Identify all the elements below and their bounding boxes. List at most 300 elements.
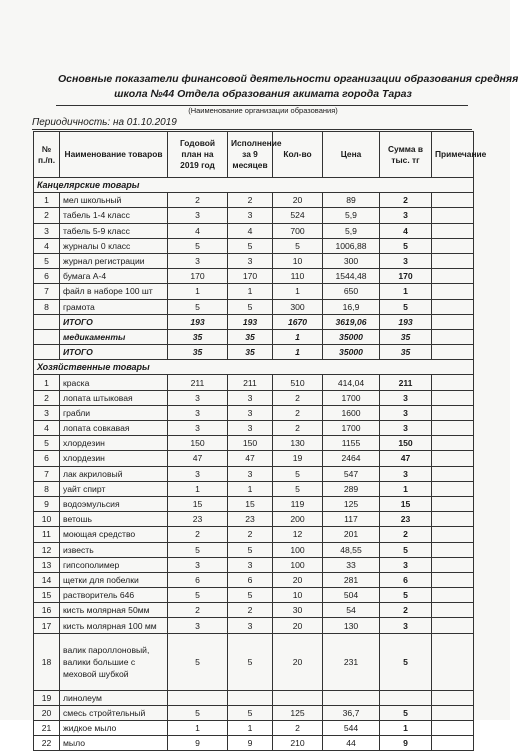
row-item-name: табель 5-9 класс xyxy=(60,223,168,238)
row-execution: 3 xyxy=(228,253,273,268)
row-sum: 2 xyxy=(380,603,432,618)
row-sum: 150 xyxy=(380,436,432,451)
section-row-household xyxy=(34,360,474,375)
row-plan: 5 xyxy=(168,238,228,253)
row-number: 3 xyxy=(34,223,60,238)
row-note xyxy=(432,527,474,542)
row-item-name: хлордезин xyxy=(60,436,168,451)
row-item-name: щетки для побелки xyxy=(60,572,168,587)
row-sum xyxy=(380,690,432,705)
row-quantity xyxy=(273,690,323,705)
row-price: 5,9 xyxy=(323,223,380,238)
total-note xyxy=(432,314,474,329)
table-row xyxy=(34,269,474,284)
row-note xyxy=(432,705,474,720)
row-sum: 15 xyxy=(380,496,432,511)
row-execution: 3 xyxy=(228,618,273,633)
row-sum: 5 xyxy=(380,542,432,557)
total-label: ИТОГО xyxy=(60,345,168,360)
row-quantity: 19 xyxy=(273,451,323,466)
total-execution: 193 xyxy=(228,314,273,329)
total-execution: 35 xyxy=(228,345,273,360)
period-divider xyxy=(32,129,472,130)
row-execution: 170 xyxy=(228,269,273,284)
row-plan: 1 xyxy=(168,721,228,736)
row-item-name: табель 1-4 класс xyxy=(60,208,168,223)
row-quantity: 10 xyxy=(273,253,323,268)
row-plan: 5 xyxy=(168,705,228,720)
row-price: 547 xyxy=(323,466,380,481)
row-sum: 23 xyxy=(380,512,432,527)
row-number: 8 xyxy=(34,299,60,314)
row-item-name: файл в наборе 100 шт xyxy=(60,284,168,299)
row-quantity: 1 xyxy=(273,284,323,299)
table-row xyxy=(34,466,474,481)
total-sum: 193 xyxy=(380,314,432,329)
row-execution: 3 xyxy=(228,208,273,223)
table-row xyxy=(34,390,474,405)
row-price: 1700 xyxy=(323,421,380,436)
row-quantity: 20 xyxy=(273,618,323,633)
table-row xyxy=(34,375,474,390)
row-sum: 1 xyxy=(380,721,432,736)
section-title: Хозяйственные товары xyxy=(34,360,474,375)
total-number-cell xyxy=(34,314,60,329)
row-quantity: 125 xyxy=(273,705,323,720)
row-item-name: линолеум xyxy=(60,690,168,705)
row-item-name: хлордезин xyxy=(60,451,168,466)
row-plan xyxy=(168,690,228,705)
row-execution: 1 xyxy=(228,721,273,736)
row-sum: 5 xyxy=(380,299,432,314)
row-execution: 2 xyxy=(228,527,273,542)
total-row xyxy=(34,345,474,360)
row-item-name: лак акриловый xyxy=(60,466,168,481)
row-quantity: 2 xyxy=(273,721,323,736)
row-quantity: 12 xyxy=(273,527,323,542)
row-note xyxy=(432,512,474,527)
row-price: 281 xyxy=(323,572,380,587)
total-execution: 35 xyxy=(228,329,273,344)
table-row xyxy=(34,253,474,268)
row-note xyxy=(432,618,474,633)
row-note xyxy=(432,193,474,208)
row-quantity: 110 xyxy=(273,269,323,284)
row-plan: 9 xyxy=(168,736,228,751)
row-sum: 4 xyxy=(380,223,432,238)
total-plan: 193 xyxy=(168,314,228,329)
title-line-1: Основные показатели финансовой деятельности организации образования средняя xyxy=(58,73,518,85)
row-number: 3 xyxy=(34,405,60,420)
total-note xyxy=(432,345,474,360)
row-quantity: 5 xyxy=(273,238,323,253)
total-plan: 35 xyxy=(168,329,228,344)
row-sum: 6 xyxy=(380,572,432,587)
col-header-name: Наименование товаров xyxy=(60,132,168,178)
total-note xyxy=(432,329,474,344)
total-sum: 35 xyxy=(380,345,432,360)
row-number: 10 xyxy=(34,512,60,527)
row-number: 20 xyxy=(34,705,60,720)
row-item-name: журнал регистрации xyxy=(60,253,168,268)
row-plan: 211 xyxy=(168,375,228,390)
row-plan: 3 xyxy=(168,466,228,481)
table-row xyxy=(34,588,474,603)
row-execution: 23 xyxy=(228,512,273,527)
row-quantity: 200 xyxy=(273,512,323,527)
row-price: 48,55 xyxy=(323,542,380,557)
table-header-row xyxy=(34,132,474,178)
table-row xyxy=(34,618,474,633)
row-note xyxy=(432,390,474,405)
row-number: 4 xyxy=(34,238,60,253)
row-price: 89 xyxy=(323,193,380,208)
row-quantity: 2 xyxy=(273,390,323,405)
row-number: 13 xyxy=(34,557,60,572)
row-quantity: 20 xyxy=(273,633,323,690)
total-label: медикаменты xyxy=(60,329,168,344)
row-execution: 5 xyxy=(228,633,273,690)
row-sum: 1 xyxy=(380,284,432,299)
row-plan: 3 xyxy=(168,208,228,223)
table-row xyxy=(34,557,474,572)
row-plan: 3 xyxy=(168,618,228,633)
row-item-name: смесь стройтельный xyxy=(60,705,168,720)
row-number: 8 xyxy=(34,481,60,496)
row-execution: 3 xyxy=(228,421,273,436)
row-number: 6 xyxy=(34,269,60,284)
row-sum: 3 xyxy=(380,421,432,436)
row-note xyxy=(432,223,474,238)
total-price: 35000 xyxy=(323,329,380,344)
row-price: 1006,88 xyxy=(323,238,380,253)
row-price: 16,9 xyxy=(323,299,380,314)
row-item-name: бумага А-4 xyxy=(60,269,168,284)
total-number-cell xyxy=(34,345,60,360)
row-quantity: 119 xyxy=(273,496,323,511)
table-row xyxy=(34,572,474,587)
row-quantity: 100 xyxy=(273,557,323,572)
row-execution: 2 xyxy=(228,193,273,208)
row-note xyxy=(432,238,474,253)
table-row xyxy=(34,238,474,253)
row-note xyxy=(432,496,474,511)
row-price: 231 xyxy=(323,633,380,690)
row-price xyxy=(323,690,380,705)
row-number: 17 xyxy=(34,618,60,633)
table-row xyxy=(34,496,474,511)
row-note xyxy=(432,542,474,557)
row-note xyxy=(432,633,474,690)
financial-table xyxy=(33,131,487,751)
row-execution: 5 xyxy=(228,588,273,603)
row-price: 544 xyxy=(323,721,380,736)
row-execution: 1 xyxy=(228,481,273,496)
row-sum: 3 xyxy=(380,466,432,481)
row-quantity: 2 xyxy=(273,421,323,436)
row-number: 16 xyxy=(34,603,60,618)
row-item-name: ветошь xyxy=(60,512,168,527)
row-note xyxy=(432,721,474,736)
row-sum: 3 xyxy=(380,253,432,268)
row-sum: 3 xyxy=(380,618,432,633)
row-plan: 3 xyxy=(168,557,228,572)
table-row xyxy=(34,527,474,542)
row-price: 33 xyxy=(323,557,380,572)
document-title xyxy=(58,72,518,102)
row-quantity: 2 xyxy=(273,405,323,420)
total-price: 35000 xyxy=(323,345,380,360)
row-execution: 3 xyxy=(228,466,273,481)
table-row xyxy=(34,542,474,557)
row-note xyxy=(432,690,474,705)
row-number: 21 xyxy=(34,721,60,736)
table-row xyxy=(34,436,474,451)
row-execution: 2 xyxy=(228,603,273,618)
row-plan: 5 xyxy=(168,542,228,557)
row-number: 18 xyxy=(34,633,60,690)
row-plan: 6 xyxy=(168,572,228,587)
row-price: 1700 xyxy=(323,390,380,405)
row-number: 22 xyxy=(34,736,60,751)
row-note xyxy=(432,375,474,390)
row-number: 19 xyxy=(34,690,60,705)
col-header-plan: Годовой план на 2019 год xyxy=(168,132,228,178)
table-row xyxy=(34,451,474,466)
row-price: 1544,48 xyxy=(323,269,380,284)
row-plan: 170 xyxy=(168,269,228,284)
row-sum: 5 xyxy=(380,238,432,253)
row-quantity: 700 xyxy=(273,223,323,238)
table-row xyxy=(34,512,474,527)
row-note xyxy=(432,466,474,481)
row-execution: 5 xyxy=(228,299,273,314)
row-price: 44 xyxy=(323,736,380,751)
row-execution: 150 xyxy=(228,436,273,451)
row-sum: 2 xyxy=(380,527,432,542)
table-row xyxy=(34,633,474,690)
row-execution: 1 xyxy=(228,284,273,299)
col-header-price: Цена xyxy=(323,132,380,178)
total-plan: 35 xyxy=(168,345,228,360)
row-execution: 5 xyxy=(228,238,273,253)
row-sum: 5 xyxy=(380,705,432,720)
row-item-name: валик пароллоновый, валики большие с меховой шубкой xyxy=(60,633,168,690)
row-plan: 5 xyxy=(168,633,228,690)
row-number: 1 xyxy=(34,193,60,208)
row-quantity: 524 xyxy=(273,208,323,223)
row-note xyxy=(432,588,474,603)
row-note xyxy=(432,253,474,268)
row-number: 2 xyxy=(34,208,60,223)
row-note xyxy=(432,269,474,284)
total-quantity: 1670 xyxy=(273,314,323,329)
row-sum: 3 xyxy=(380,405,432,420)
table-row xyxy=(34,736,474,751)
row-execution: 3 xyxy=(228,557,273,572)
row-plan: 47 xyxy=(168,451,228,466)
row-quantity: 5 xyxy=(273,466,323,481)
row-plan: 15 xyxy=(168,496,228,511)
row-number: 5 xyxy=(34,253,60,268)
row-item-name: моющая средство xyxy=(60,527,168,542)
row-plan: 150 xyxy=(168,436,228,451)
row-price: 130 xyxy=(323,618,380,633)
row-execution: 5 xyxy=(228,542,273,557)
table-row xyxy=(34,481,474,496)
organization-caption: (Наименование организации образования) xyxy=(188,106,338,115)
section-row-stationery xyxy=(34,178,474,193)
row-quantity: 20 xyxy=(273,572,323,587)
total-row xyxy=(34,314,474,329)
row-execution: 3 xyxy=(228,405,273,420)
table-row xyxy=(34,421,474,436)
total-number-cell xyxy=(34,329,60,344)
row-number: 1 xyxy=(34,375,60,390)
row-execution: 3 xyxy=(228,390,273,405)
table-row xyxy=(34,284,474,299)
row-quantity: 30 xyxy=(273,603,323,618)
table-row xyxy=(34,705,474,720)
row-sum: 9 xyxy=(380,736,432,751)
row-quantity: 300 xyxy=(273,299,323,314)
row-item-name: кисть молярная 50мм xyxy=(60,603,168,618)
title-line-2: школа №44 Отдела образования акимата города Тараз xyxy=(114,88,412,100)
row-price: 1600 xyxy=(323,405,380,420)
total-price: 3619,06 xyxy=(323,314,380,329)
row-quantity: 510 xyxy=(273,375,323,390)
row-note xyxy=(432,572,474,587)
col-header-number: № п./п. xyxy=(34,132,60,178)
row-number: 7 xyxy=(34,284,60,299)
row-number: 4 xyxy=(34,421,60,436)
row-price: 650 xyxy=(323,284,380,299)
row-item-name: водоэмульсия xyxy=(60,496,168,511)
row-note xyxy=(432,451,474,466)
row-price: 54 xyxy=(323,603,380,618)
row-price: 289 xyxy=(323,481,380,496)
row-quantity: 10 xyxy=(273,588,323,603)
total-row xyxy=(34,329,474,344)
row-note xyxy=(432,299,474,314)
row-price: 36,7 xyxy=(323,705,380,720)
col-header-quantity: Кол-во xyxy=(273,132,323,178)
row-item-name: лопата совкавая xyxy=(60,421,168,436)
row-plan: 3 xyxy=(168,405,228,420)
table-row xyxy=(34,193,474,208)
total-sum: 35 xyxy=(380,329,432,344)
row-item-name: лопата штыковая xyxy=(60,390,168,405)
row-item-name: краска xyxy=(60,375,168,390)
row-item-name: известь xyxy=(60,542,168,557)
row-sum: 1 xyxy=(380,481,432,496)
row-note xyxy=(432,557,474,572)
total-quantity: 1 xyxy=(273,329,323,344)
row-execution: 15 xyxy=(228,496,273,511)
row-number: 9 xyxy=(34,496,60,511)
period-label: Периодичность: на 01.10.2019 xyxy=(32,117,177,128)
row-execution: 211 xyxy=(228,375,273,390)
col-header-sum: Сумма в тыс. тг xyxy=(380,132,432,178)
row-plan: 2 xyxy=(168,193,228,208)
row-number: 12 xyxy=(34,542,60,557)
row-item-name: жидкое мыло xyxy=(60,721,168,736)
table-row xyxy=(34,603,474,618)
row-number: 6 xyxy=(34,451,60,466)
row-plan: 1 xyxy=(168,284,228,299)
table-row xyxy=(34,721,474,736)
row-execution xyxy=(228,690,273,705)
row-plan: 5 xyxy=(168,588,228,603)
row-price: 300 xyxy=(323,253,380,268)
row-execution: 4 xyxy=(228,223,273,238)
row-number: 2 xyxy=(34,390,60,405)
table-row xyxy=(34,223,474,238)
table-body xyxy=(34,178,474,751)
row-number: 7 xyxy=(34,466,60,481)
row-quantity: 20 xyxy=(273,193,323,208)
row-note xyxy=(432,284,474,299)
row-item-name: мыло xyxy=(60,736,168,751)
row-quantity: 130 xyxy=(273,436,323,451)
row-item-name: грамота xyxy=(60,299,168,314)
row-sum: 2 xyxy=(380,193,432,208)
row-quantity: 5 xyxy=(273,481,323,496)
row-plan: 3 xyxy=(168,421,228,436)
row-sum: 3 xyxy=(380,390,432,405)
row-price: 125 xyxy=(323,496,380,511)
row-note xyxy=(432,436,474,451)
row-plan: 2 xyxy=(168,603,228,618)
row-item-name: кисть молярная 100 мм xyxy=(60,618,168,633)
row-note xyxy=(432,603,474,618)
table-row xyxy=(34,405,474,420)
section-title: Канцелярские товары xyxy=(34,178,474,193)
row-note xyxy=(432,208,474,223)
row-sum: 170 xyxy=(380,269,432,284)
row-sum: 3 xyxy=(380,208,432,223)
row-plan: 3 xyxy=(168,253,228,268)
row-number: 14 xyxy=(34,572,60,587)
row-item-name: гипсополимер xyxy=(60,557,168,572)
row-execution: 5 xyxy=(228,705,273,720)
row-sum: 3 xyxy=(380,557,432,572)
row-number: 15 xyxy=(34,588,60,603)
row-plan: 23 xyxy=(168,512,228,527)
total-quantity: 1 xyxy=(273,345,323,360)
row-plan: 3 xyxy=(168,390,228,405)
table-row xyxy=(34,690,474,705)
row-note xyxy=(432,421,474,436)
col-header-execution: Исполнение за 9 месяцев xyxy=(228,132,273,178)
row-sum: 211 xyxy=(380,375,432,390)
row-number: 5 xyxy=(34,436,60,451)
row-item-name: уайт спирт xyxy=(60,481,168,496)
row-item-name: растворитель 646 xyxy=(60,588,168,603)
row-execution: 47 xyxy=(228,451,273,466)
row-note xyxy=(432,481,474,496)
row-plan: 1 xyxy=(168,481,228,496)
row-price: 5,9 xyxy=(323,208,380,223)
row-quantity: 210 xyxy=(273,736,323,751)
row-note xyxy=(432,405,474,420)
row-item-name: журналы 0 класс xyxy=(60,238,168,253)
row-note xyxy=(432,736,474,751)
row-price: 117 xyxy=(323,512,380,527)
row-plan: 5 xyxy=(168,299,228,314)
row-execution: 9 xyxy=(228,736,273,751)
row-sum: 47 xyxy=(380,451,432,466)
